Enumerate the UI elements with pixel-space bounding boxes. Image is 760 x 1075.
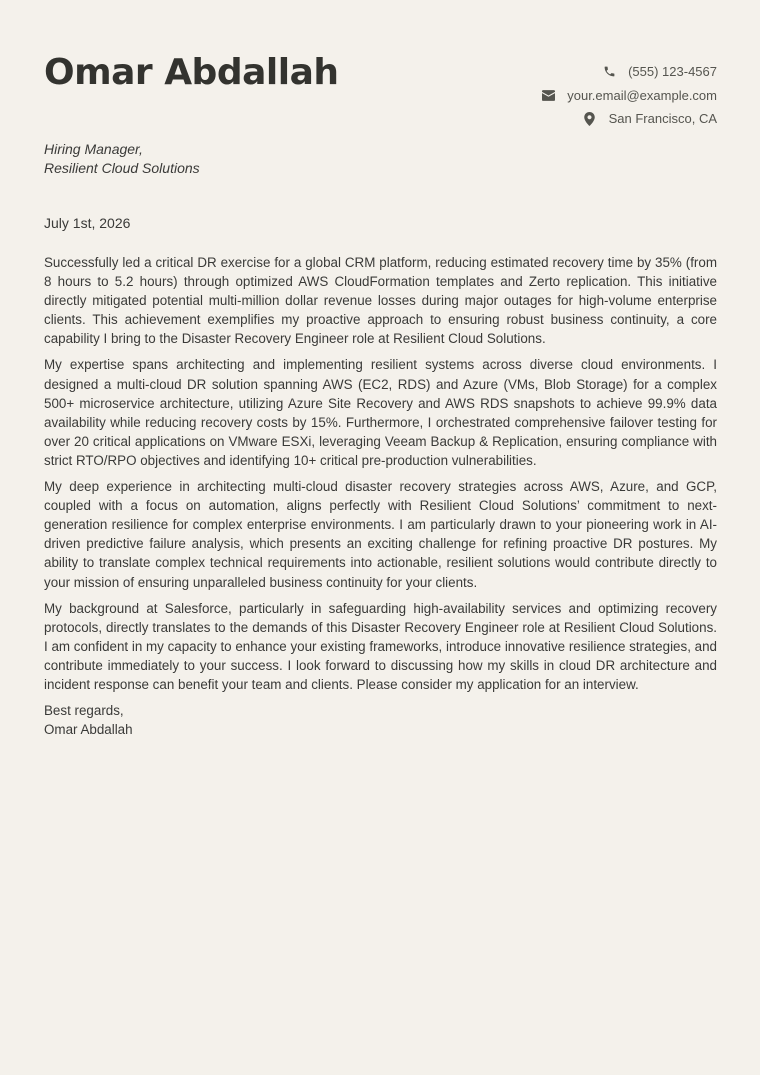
letter-body bbox=[44, 253, 717, 739]
letter-date: July 1st, 2026 bbox=[44, 215, 131, 231]
location-text: San Francisco, CA bbox=[608, 111, 717, 127]
contact-email bbox=[541, 84, 717, 108]
letter-header bbox=[44, 48, 717, 138]
body-paragraph: Successfully led a critical DR exercise for a global CRM platform, reducing estimated recovery time by 35% (from 8 hours to 5.2 hours) through optimized AWS CloudFormation templates and Zerto replication. This initiative directly mitigated potential multi-million dollar revenue losses during major outages for high-volume enterprise clients. This achievement exemplifies my proactive approach to ensuring robust business continuity, a core capability I bring to the Disaster Recovery Engineer role at Resilient Cloud Solutions. bbox=[44, 255, 717, 347]
body-paragraph: My background at Salesforce, particularly in safeguarding high-availability services and optimizing recovery protocols, directly translates to the demands of this Disaster Recovery Engineer role at Resilient Cloud Solutions. I am confident in my capacity to enhance your existing frameworks, introduce innovative resilience strategies, and contribute immediately to your success. I look forward to discussing how my skills in cloud DR architecture and incident response can benefit your team and clients. Please consider my application for an interview. bbox=[44, 600, 717, 692]
closing-signature: Omar Abdallah bbox=[44, 722, 133, 738]
recipient-title: Hiring Manager, bbox=[44, 141, 143, 157]
contact-phone bbox=[541, 60, 717, 84]
body-paragraph: My expertise spans architecting and implementing resilient systems across diverse cloud environments. I designed a multi-cloud DR solution spanning AWS (EC2, RDS) and Azure (VMs, Blob Storage) for a complex 500+ microservice architecture, utilizing Azure Site Recovery and AWS RDS snapshots to achieve 99.9% data availability while reducing recovery costs by 15%. Furthermore, I orchestrated comprehensive failover testing for over 20 critical applications on VMware ESXi, leveraging Veeam Backup & Replication, ensuring compliance with strict RTO/RPO objectives and identifying 10+ critical pre-production vulnerabilities. bbox=[44, 357, 717, 468]
phone-icon bbox=[602, 65, 616, 79]
body-paragraph: My deep experience in architecting multi-cloud disaster recovery strategies across AWS, Azure, and GCP, coupled with a focus on automation, aligns perfectly with Resilient Cloud Solutions’ commitment to next-generation resilience for complex enterprise environments. I am particularly drawn to your pioneering work in AI-driven predictive failure analysis, which presents an exciting challenge for refining proactive DR postures. My ability to translate complex technical requirements into actionable, resilient solutions would contribute directly to your mission of ensuring unparalleled business continuity for your clients. bbox=[44, 479, 717, 590]
applicant-name: Omar Abdallah bbox=[44, 52, 339, 93]
contact-info bbox=[541, 60, 717, 131]
phone-number: (555) 123-4567 bbox=[628, 64, 717, 80]
email-address: your.email@example.com bbox=[567, 87, 717, 103]
closing-block bbox=[44, 701, 717, 739]
recipient-company: Resilient Cloud Solutions bbox=[44, 160, 200, 176]
contact-location bbox=[541, 107, 717, 131]
recipient-block bbox=[44, 140, 200, 178]
map-pin-icon bbox=[583, 112, 597, 126]
envelope-icon bbox=[541, 88, 555, 102]
closing-salutation: Best regards, bbox=[44, 703, 124, 719]
